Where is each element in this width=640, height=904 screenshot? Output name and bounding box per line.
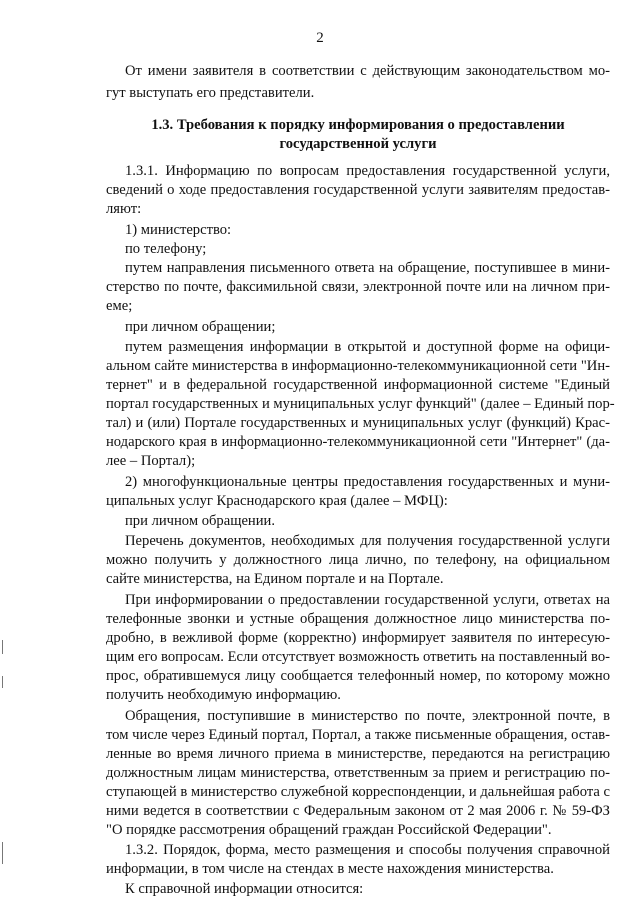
page-number: 2 xyxy=(316,30,324,46)
text-line: информации, в том числе на стендах в месте нахождения министерства. xyxy=(106,861,554,877)
text-line: тернет" и в федеральной государственной информационной системе "Единый xyxy=(106,377,610,393)
text-line: 2) многофункциональные центры предоставления государственных и муни- xyxy=(125,474,610,490)
text-line: сайте министерства, на Едином портале и на Портале. xyxy=(106,571,444,587)
text-line: стерство по почте, факсимильной связи, электронной почте или на личном при- xyxy=(106,279,610,295)
text-line: 1.3.2. Порядок, форма, место размещения и способы получения справочной xyxy=(125,842,610,858)
scan-edge-mark xyxy=(2,676,3,688)
text-line: 1.3.1. Информацию по вопросам предоставления государственной услуги, xyxy=(125,163,610,179)
text-line: по телефону; xyxy=(125,241,207,257)
text-line: "О порядке рассмотрения обращений граждан Российской Федерации". xyxy=(106,822,552,838)
text-line: альном сайте министерства в информационно-телекоммуникационной сети "Ин- xyxy=(106,358,610,374)
text-line: Перечень документов, необходимых для получения государственной услуги xyxy=(125,533,610,549)
text-line: ними ведется в соответствии с Федеральным законом от 2 мая 2006 г. № 59-ФЗ xyxy=(106,803,610,819)
scan-edge-mark xyxy=(2,640,3,654)
text-line: тал) и (или) Портале государственных и муниципальных услуг (функций) Крас- xyxy=(106,415,610,431)
text-line: дробно, в вежливой форме (корректно) информирует заявителя по интересую- xyxy=(106,630,610,646)
scan-edge-mark xyxy=(2,842,3,864)
text-line: ляют: xyxy=(106,201,142,217)
text-line: нодарского края в информационно-телекоммуникационной сети "Интернет" (да- xyxy=(106,434,610,450)
text-line: портал государственных и муниципальных услуг функций" (далее – Единый пор- xyxy=(106,396,615,412)
text-line: телефонные звонки и устные обращения должностное лицо министерства по- xyxy=(106,611,610,627)
text-line: ципальных услуг Краснодарского края (далее – МФЦ): xyxy=(106,493,448,509)
text-line: том числе через Единый портал, Портал, а также письменные обращения, остав- xyxy=(106,727,610,743)
text-line: должностным лицам министерства, ответственным за прием и регистрацию по- xyxy=(106,765,610,781)
text-line: лее – Портал); xyxy=(106,453,196,469)
text-line: гут выступать его представители. xyxy=(106,85,315,101)
text-line: ленные во время личного приема в министерстве, передаются на регистрацию xyxy=(106,746,610,762)
text-line: можно получить у должностного лица лично, по телефону, на официальном xyxy=(106,552,610,568)
text-line: 1) министерство: xyxy=(125,222,232,238)
section-heading-line-2: государственной услуги xyxy=(279,136,437,152)
text-line: При информировании о предоставлении государственной услуги, ответах на xyxy=(125,592,610,608)
text-line: получить необходимую информацию. xyxy=(106,687,341,703)
text-line: при личном обращении; xyxy=(125,319,276,335)
text-line: ступающей в министерство служебной корреспонденции, и дальнейшая работа с xyxy=(106,784,610,800)
text-line: прос, обратившемуся лицу сообщается телефонный номер, по которому можно xyxy=(106,668,610,684)
section-heading-line-1: 1.3. Требования к порядку информирования о предоставлении xyxy=(151,117,565,133)
text-line: К справочной информации относится: xyxy=(125,881,364,897)
text-line: сведений о ходе предоставления государственной услуги заявителям предостав- xyxy=(106,182,610,198)
text-line: От имени заявителя в соответствии с действующим законодательством мо- xyxy=(125,63,610,79)
text-line: путем направления письменного ответа на обращение, поступившее в мини- xyxy=(125,260,610,276)
text-line: Обращения, поступившие в министерство по почте, электронной почте, в xyxy=(125,708,610,724)
text-line: при личном обращении. xyxy=(125,513,275,529)
text-line: путем размещения информации в открытой и доступной форме на офици- xyxy=(125,339,610,355)
text-line: щим его вопросам. Если отсутствует возможность ответить на поставленный во- xyxy=(106,649,610,665)
text-line: еме; xyxy=(106,298,133,314)
